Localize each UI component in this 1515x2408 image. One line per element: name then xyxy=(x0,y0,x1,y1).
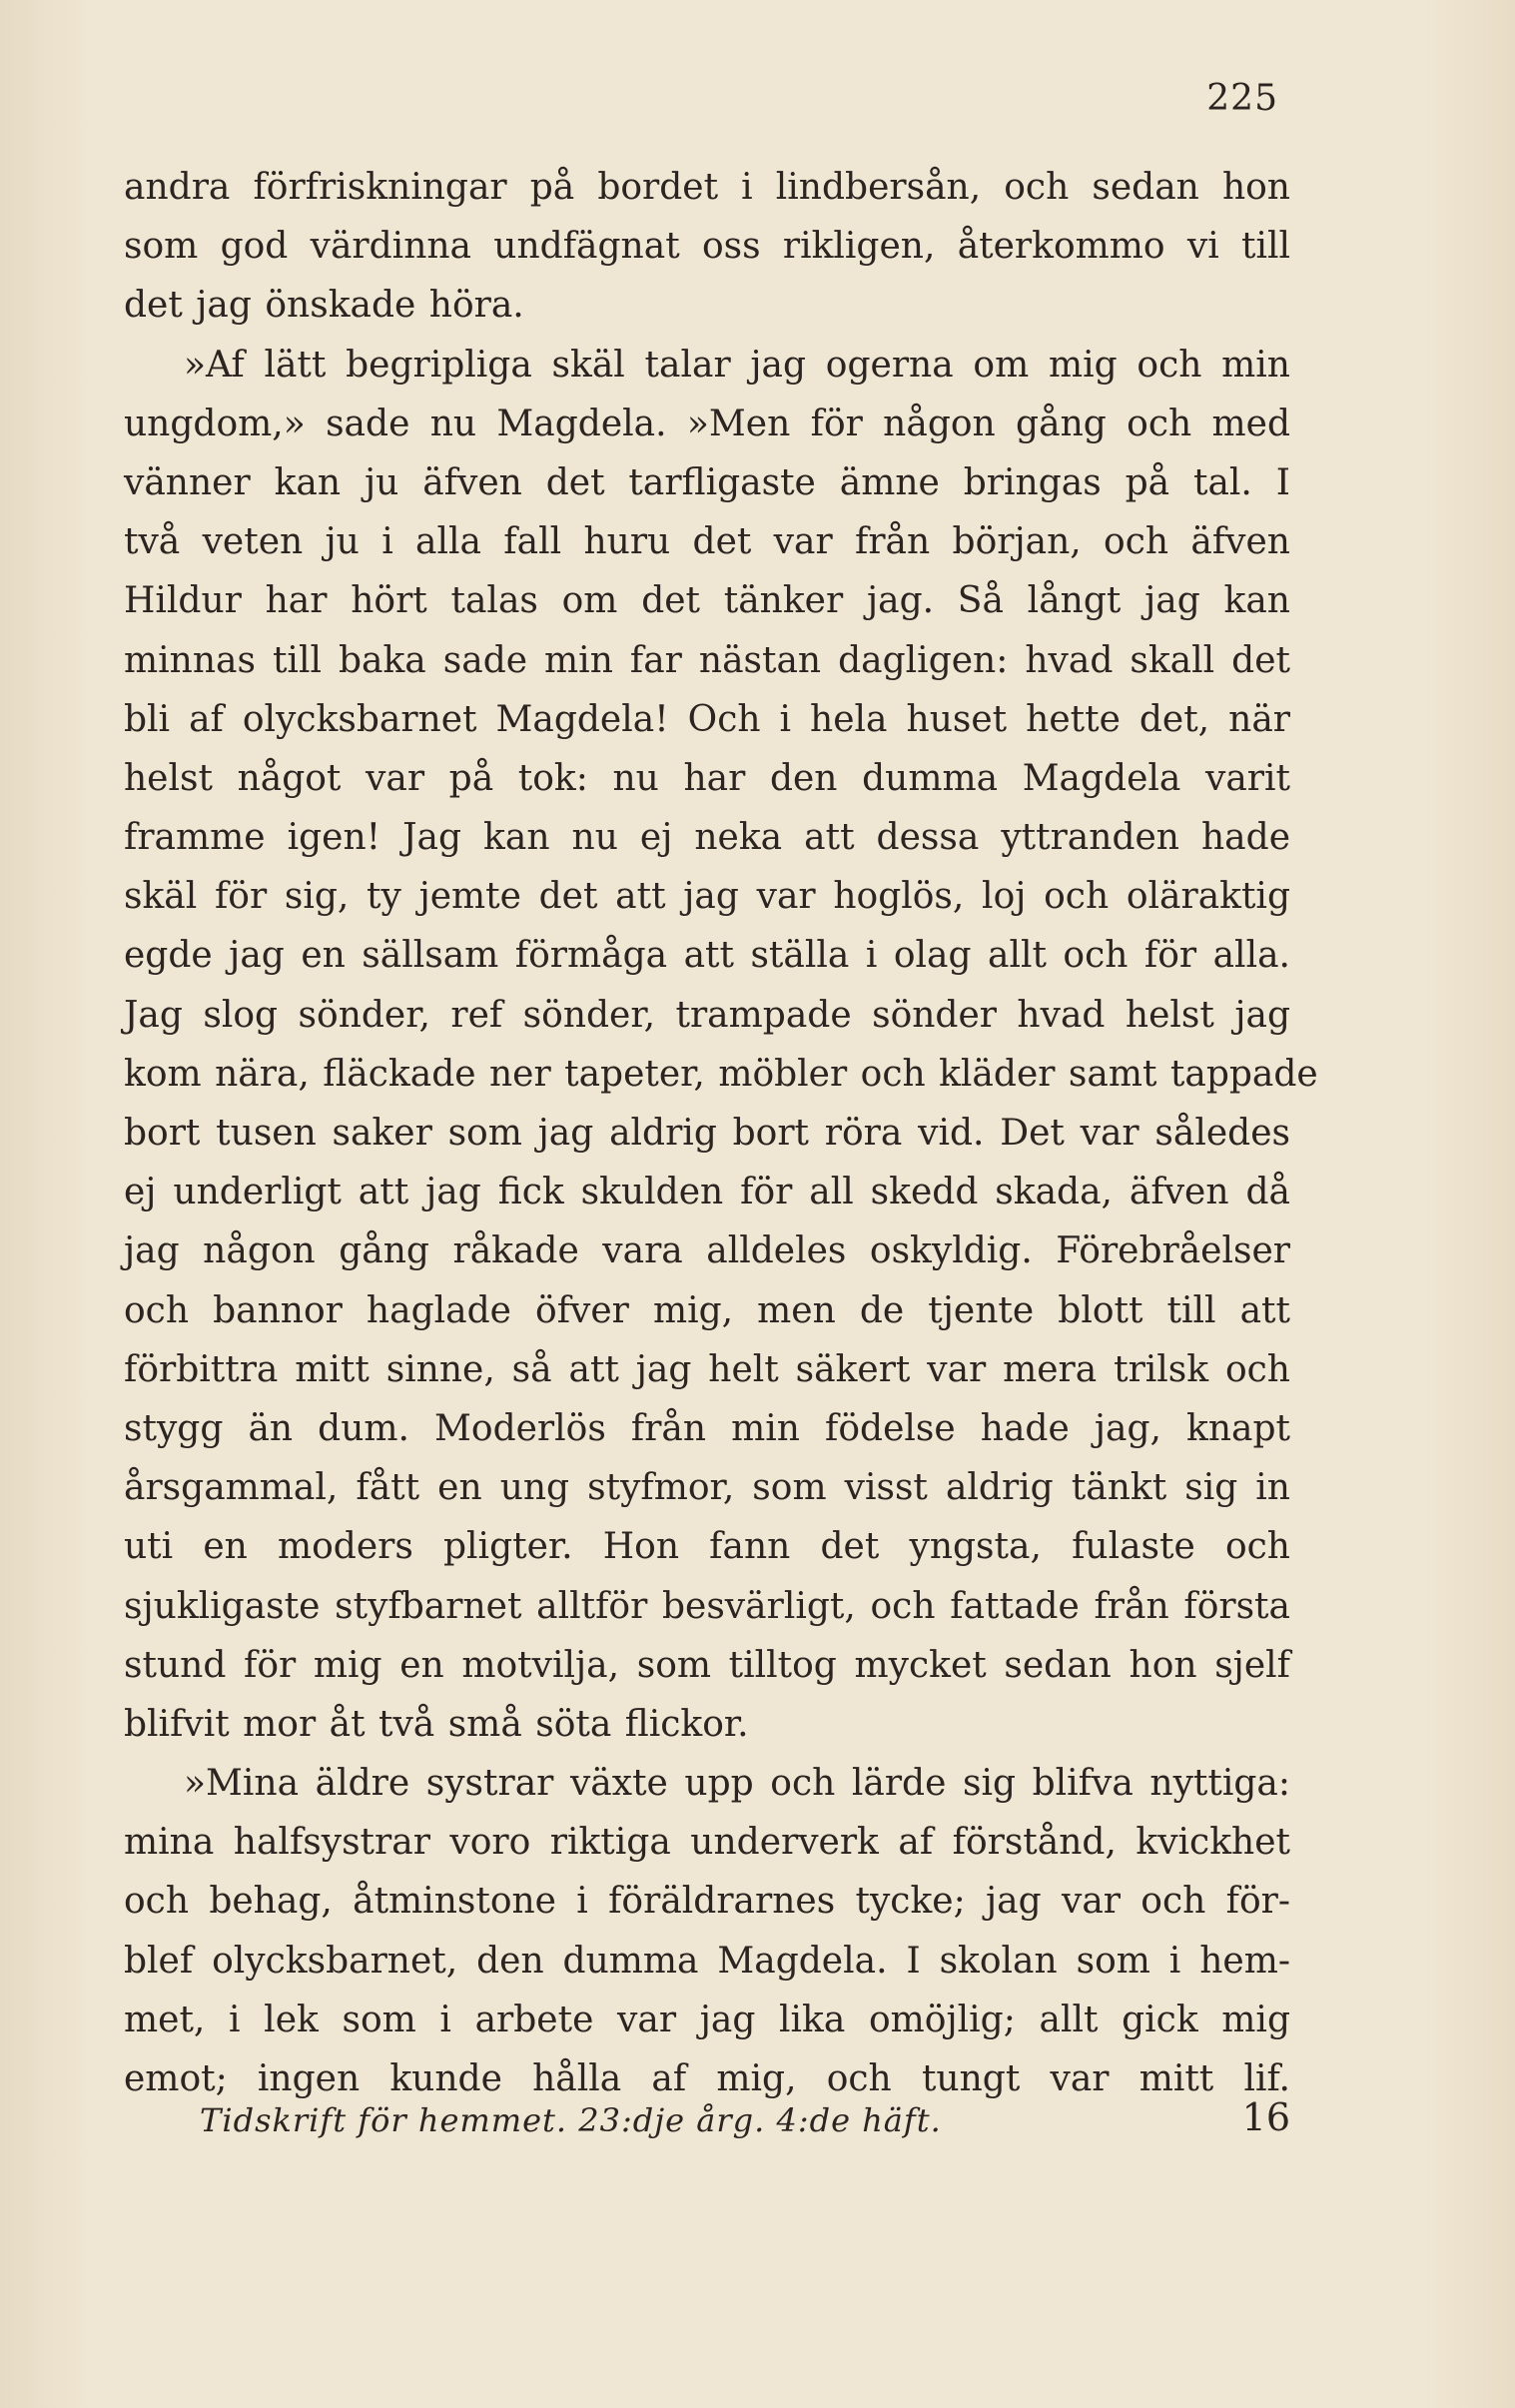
page-footer xyxy=(200,2095,1290,2151)
text-line: »Mina äldre systrar växte upp och lärde sig blifva nyttiga: xyxy=(184,1763,1290,1805)
text-line: ungdom,» sade nu Magdela. »Men för någon gång och med xyxy=(124,402,1290,444)
text-line: framme igen! Jag kan nu ej neka att dessa yttranden hade xyxy=(124,817,1290,859)
text-line: bort tusen saker som jag aldrig bort röra vid. Det var således xyxy=(124,1113,1290,1154)
text-line: andra förfriskningar på bordet i lindbersån, och sedan hon xyxy=(124,167,1290,208)
text-line: mina halfsystrar voro riktiga underverk af förstånd, kvickhet xyxy=(124,1822,1290,1864)
text-line: och behag, åtminstone i föräldrarnes tycke; jag var och för- xyxy=(124,1881,1290,1923)
text-line: stygg än dum. Moderlös från min födelse hade jag, knapt xyxy=(124,1407,1290,1449)
body-text xyxy=(124,158,1318,2108)
text-line: minnas till baka sade min far nästan dagligen: hvad skall det xyxy=(124,639,1290,681)
text-line: två veten ju i alla fall huru det var från början, och äfven xyxy=(124,521,1290,563)
text-line: som god värdinna undfägnat oss rikligen, återkommo vi till xyxy=(124,226,1290,268)
text-line: årsgammal, fått en ung styfmor, som visst aldrig tänkt sig in xyxy=(124,1467,1290,1509)
text-line: ej underligt att jag fick skulden för all skedd skada, äfven då xyxy=(124,1172,1290,1213)
text-line: »Af lätt begripliga skäl talar jag ogerna om mig och min xyxy=(184,344,1290,386)
text-line: kom nära, fläckade ner tapeter, möbler och kläder samt tappade xyxy=(124,1053,1318,1095)
page-number: 225 xyxy=(1206,78,1278,119)
text-line: stund för mig en motvilja, som tilltog mycket sedan hon sjelf xyxy=(124,1644,1290,1686)
text-line: egde jag en sällsam förmåga att ställa i olag allt och för alla. xyxy=(124,935,1290,977)
text-line: bli af olycksbarnet Magdela! Och i hela huset hette det, när xyxy=(124,698,1290,740)
text-line: och bannor haglade öfver mig, men de tjente blott till att xyxy=(124,1289,1290,1331)
text-line: uti en moders pligter. Hon fann det yngsta, fulaste och xyxy=(124,1526,1290,1568)
text-line: vänner kan ju äfven det tarfligaste ämne bringas på tal. I xyxy=(124,461,1290,503)
text-line: emot; ingen kunde hålla af mig, och tungt var mitt lif. xyxy=(124,2058,1290,2099)
text-line: förbittra mitt sinne, så att jag helt säkert var mera trilsk och xyxy=(124,1348,1290,1390)
text-line: skäl för sig, ty jemte det att jag var hoglös, loj och oläraktig xyxy=(124,876,1290,918)
text-line: Jag slog sönder, ref sönder, trampade sönder hvad helst jag xyxy=(124,994,1290,1036)
text-line: Hildur har hört talas om det tänker jag. Så långt jag kan xyxy=(124,580,1290,622)
text-line: sjukligaste styfbarnet alltför besvärligt, och fattade från första xyxy=(124,1585,1290,1627)
text-line: blef olycksbarnet, den dumma Magdela. I skolan som i hem- xyxy=(124,1940,1290,1982)
text-line: jag någon gång råkade vara alldeles oskyldig. Förebråelser xyxy=(124,1230,1290,1272)
text-line: blifvit mor åt två små söta flickor. xyxy=(124,1703,749,1745)
text-line: det jag önskade höra. xyxy=(124,285,524,327)
journal-citation: Tidskrift för hemmet. 23:dje årg. 4:de häft. xyxy=(200,2101,942,2139)
text-line: met, i lek som i arbete var jag lika omöjlig; allt gick mig xyxy=(124,1999,1290,2040)
text-line: helst något var på tok: nu har den dumma Magdela varit xyxy=(124,757,1290,799)
signature-mark: 16 xyxy=(1241,2095,1290,2139)
